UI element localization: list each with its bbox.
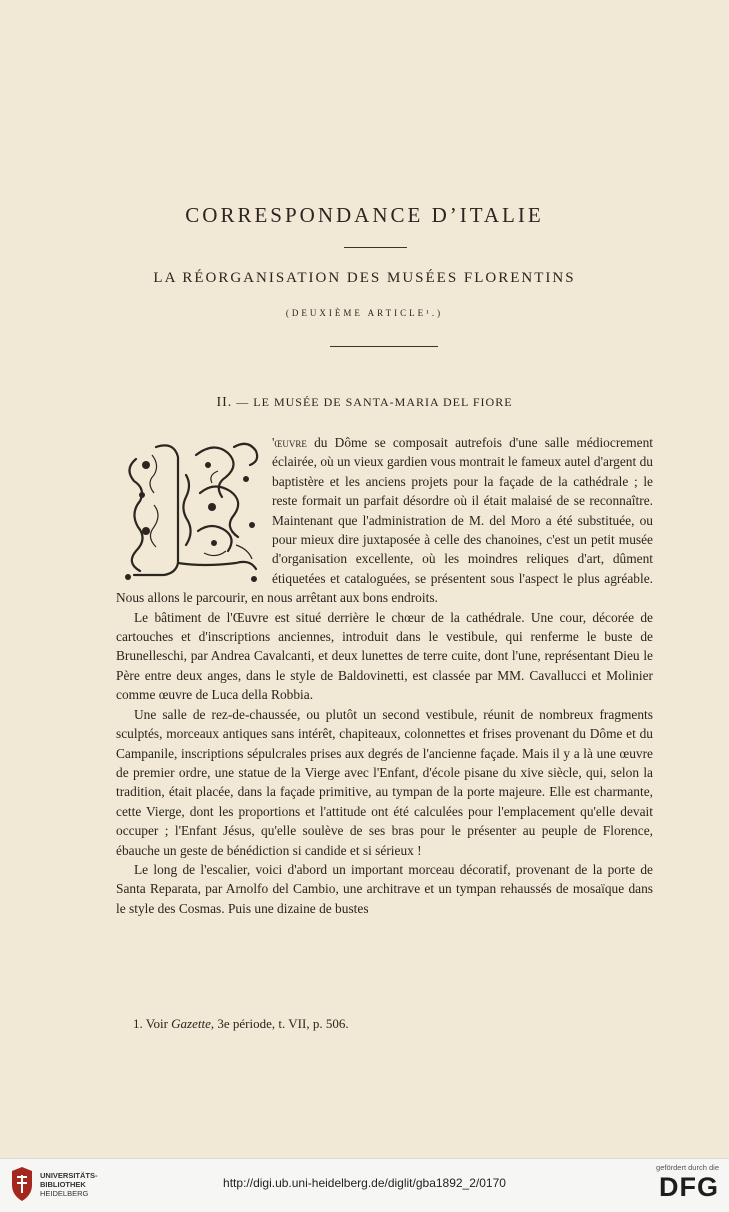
title-rule xyxy=(344,247,407,248)
paragraph-1 xyxy=(116,433,653,608)
subtitle-rule xyxy=(330,346,438,347)
section-dash: — xyxy=(236,395,250,409)
article-note: (DEUXIÈME ARTICLE¹.) xyxy=(285,308,444,318)
library-line-2: BIBLIOTHEK xyxy=(40,1180,86,1189)
paragraph-3: Une salle de rez-de-chaussée, ou plutôt un second vestibule, réunit de nombreux fragments sculptés, morceaux antiques sans intérêt, chapiteaux, colonnettes et frises provenant du Dôme et du Campanile, inscriptions sépulcrales prises aux degrés de l'ancienne façade. Mais il y a là une œuvre de premier ordre, une statue de la Vierge avec l'Enfant, d'école pisane du xive siècle, qui, selon la tradition, était placée, dans la façade primitive, au tympan de la porte majeure. Elle est charmante, cette Vierge, dont les proportions et l'attitude ont été calculées pour l'emplacement qu'elle devait occuper ; l'Enfant Jésus, qu'elle soulève de ses bras pour le présenter au peuple de Florence, ébauche un geste de bénédiction si candide et si sérieux ! xyxy=(116,706,653,858)
article-body xyxy=(116,433,653,918)
funded-by-label: gefördert durch die xyxy=(656,1163,719,1172)
dfg-wordmark: DFG xyxy=(659,1172,719,1202)
section-heading xyxy=(0,395,729,411)
footnote xyxy=(133,1016,349,1032)
footnote-number: 1. xyxy=(133,1016,143,1031)
dfg-logo[interactable] xyxy=(639,1163,719,1202)
footnote-prefix: Voir xyxy=(145,1016,168,1031)
article-subtitle: LA RÉORGANISATION DES MUSÉES FLORENTINS xyxy=(153,270,576,286)
opening-word: 'œuvre xyxy=(272,435,307,450)
paragraph-4: Le long de l'escalier, voici d'abord un important morceau décoratif, provenant de la porte de Santa Reparata, par Arnolfo del Cambio, une architrave et un tympan rehaussés de mosaïque dans le style des Cosmas. Puis une dizaine de bustes xyxy=(116,861,653,916)
ornate-initial-l-icon xyxy=(116,435,264,585)
section-title: LE MUSÉE DE SANTA-MARIA DEL FIORE xyxy=(253,395,513,409)
viewer-footer-bar xyxy=(0,1158,729,1212)
section-number: II. xyxy=(216,395,233,410)
permalink-url[interactable]: http://digi.ub.uni-heidelberg.de/diglit/gba1892_2/0170 xyxy=(223,1176,506,1190)
page-title: CORRESPONDANCE D’ITALIE xyxy=(185,203,544,227)
paragraph-2: Le bâtiment de l'Œuvre est situé derrière le chœur de la cathédrale. Une cour, décorée de cartouches et d'inscriptions anciennes, introduit dans le vestibule, qui renferme le buste de Brunelleschi, par Andrea Cavalcanti, et deux lunettes de terre cuite, dont l'une, représentant Dieu le Père entre deux anges, dans le style de Baldovinetti, est classée par MM. Cavallucci et Molinier comme œuvre de Luca della Robbia. xyxy=(116,609,653,703)
library-line-1: UNIVERSITÄTS- xyxy=(40,1171,98,1180)
paragraph-1-text: du Dôme se composait autrefois d'une salle médiocrement éclairée, où un vieux gardien vous montrait le fameux autel d'argent du baptistère et les anciens projets pour la façade de la cathédrale ; le reste formait un parfait désordre où il était malaisé de se reconnaître. Maintenant que l'administration de M. del Moro a été substituée, ou pour mieux dire juxtaposée à celle des chanoines, c'est un petit musée d'organisation excellente, où les moindres reliques d'art, dûment étiquetées et cataloguées, se présentent sous l'aspect le plus agréable. Nous allons le parcourir, en nous arrêtant aux bons endroits. xyxy=(116,435,653,606)
footnote-journal: Gazette, xyxy=(171,1016,215,1031)
footnote-reference: 3e période, t. VII, p. 506. xyxy=(217,1016,349,1031)
library-line-3: HEIDELBERG xyxy=(40,1189,89,1198)
